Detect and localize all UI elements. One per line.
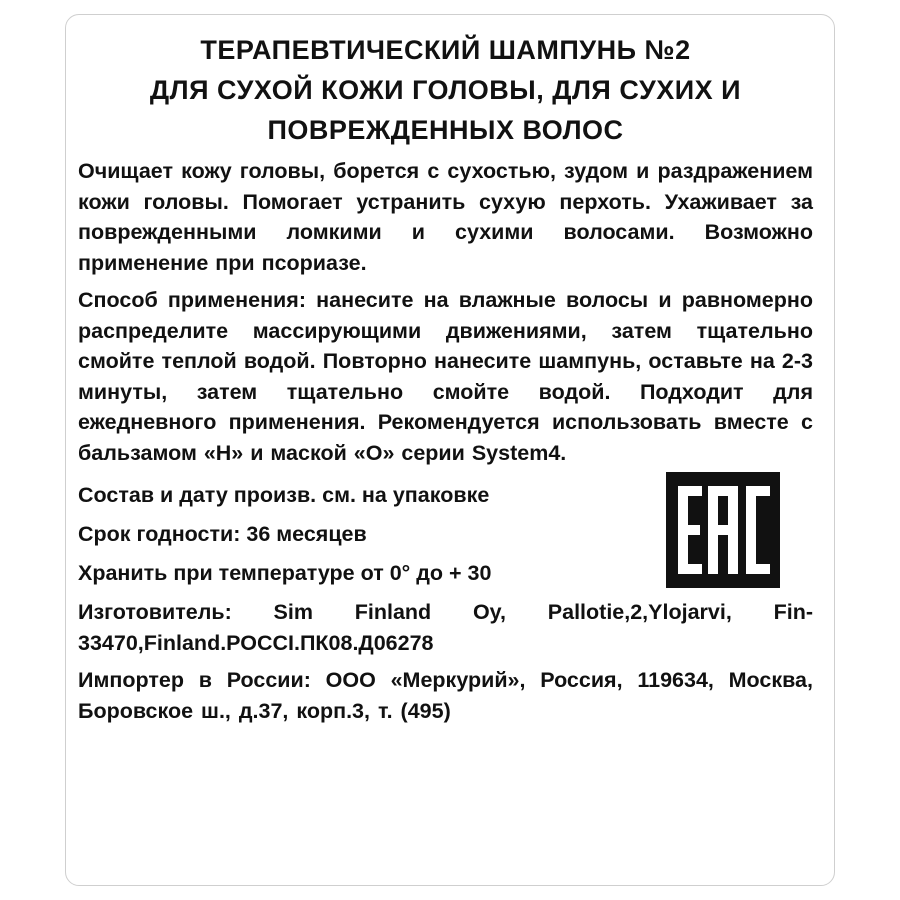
title-line-2: ДЛЯ СУХОЙ КОЖИ ГОЛОВЫ, ДЛЯ СУХИХ И	[149, 75, 742, 105]
usage-paragraph: Способ применения: нанесите на влажные волосы и равномерно распределите массирующими движениями, затем тщательно смойте теплой водой. Повторно нанесите шампунь, оставьте на 2-3 минуты, затем тщательно смойте водой. Подходит для ежедневного применения. Рекомендуется использовать вместе с бальзамом «Н» и маской «О» серии System4.	[78, 288, 813, 465]
importer-info: Импортер в России: ООО «Меркурий», Россия, 119634, Москва, Боровское ш., д.37, корп.3, т. (495)	[78, 668, 813, 723]
label-content	[78, 30, 813, 731]
eac-conformity-icon	[666, 472, 780, 588]
manufacturer-info: Изготовитель: Sim Finland Oy, Pallotie,2,Ylojarvi, Fin-33470,Finland.РОССI.ПК08.Д06278	[78, 600, 813, 655]
shelf-life: Срок годности: 36 месяцев	[78, 522, 367, 546]
title-line-3: ПОВРЕЖДЕННЫХ ВОЛОС	[267, 115, 624, 145]
composition-note: Состав и дату произв. см. на упаковке	[78, 483, 490, 507]
eac-logo-svg	[666, 472, 780, 588]
storage-temperature: Хранить при температуре от 0° до + 30	[78, 561, 492, 585]
description-paragraph: Очищает кожу головы, борется с сухостью, зудом и раздражением кожи головы. Помогает устранить сухую перхоть. Ухаживает за поврежденными ломкими и сухими волосами. Возможно применение при псориазе.	[78, 159, 813, 275]
storage-block	[78, 480, 813, 588]
product-title	[78, 30, 813, 150]
title-line-1: ТЕРАПЕВТИЧЕСКИЙ ШАМПУНЬ №2	[200, 35, 691, 65]
